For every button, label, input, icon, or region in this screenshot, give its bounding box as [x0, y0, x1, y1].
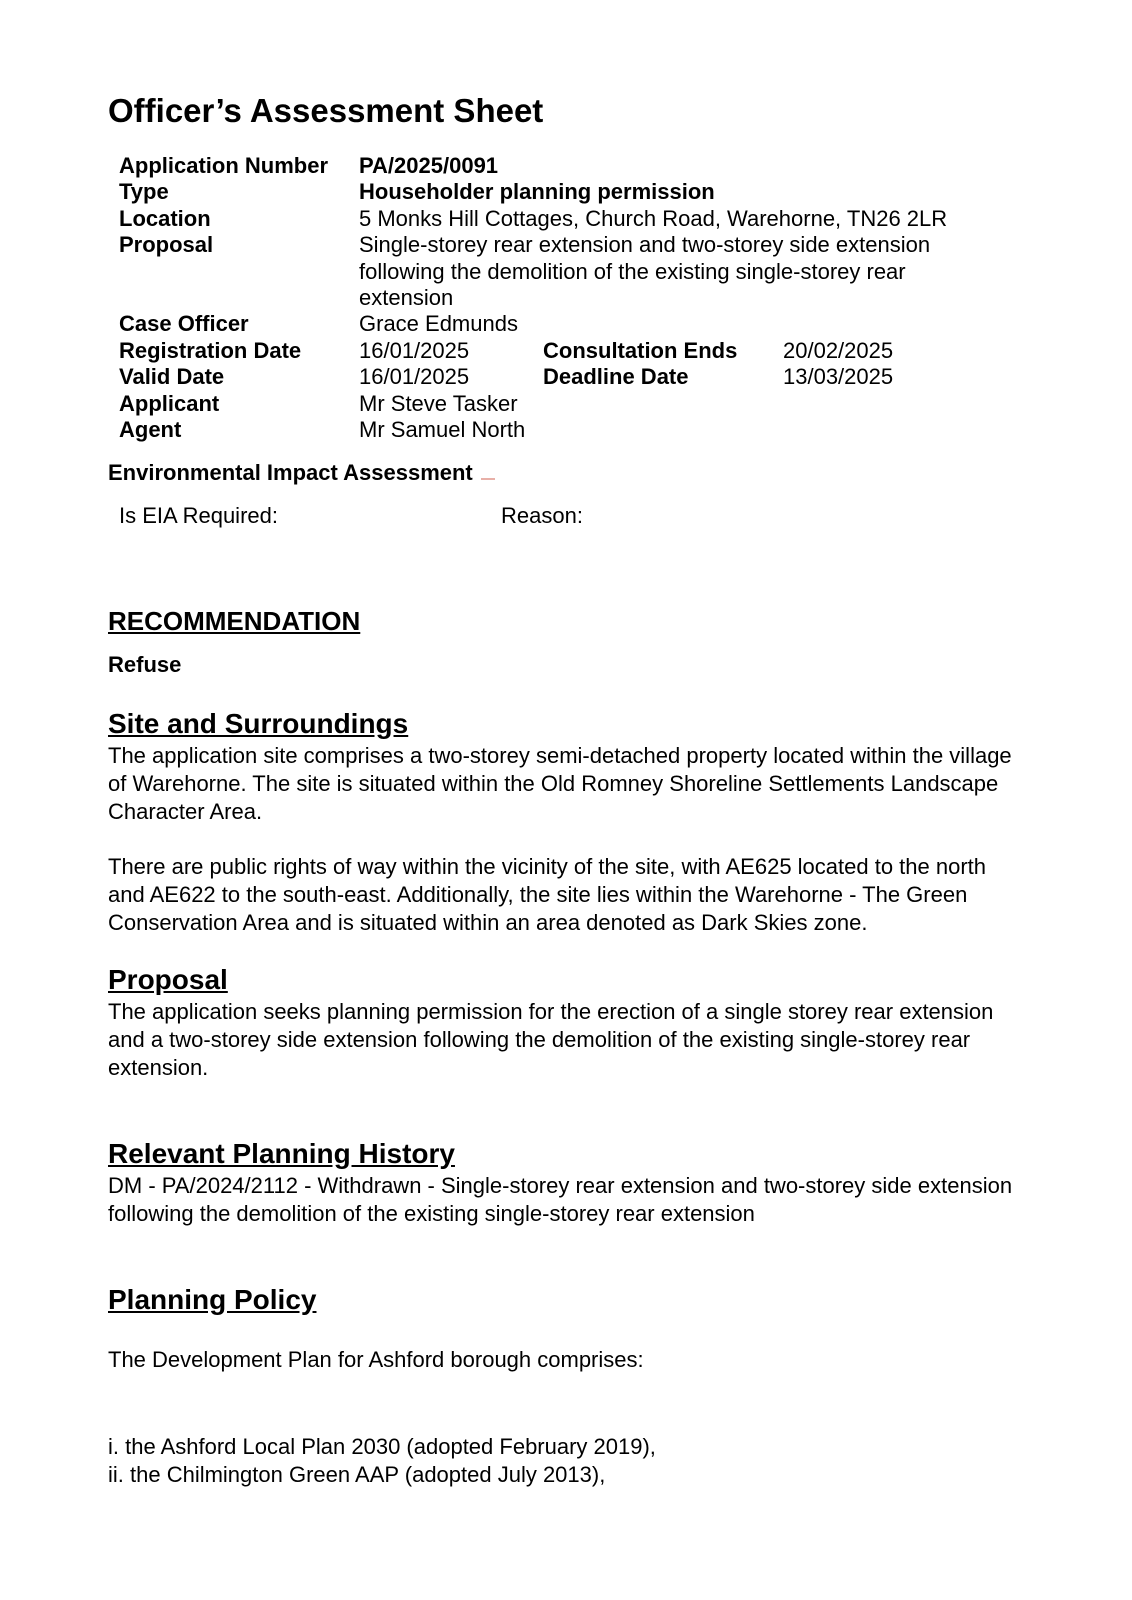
eia-heading: Environmental Impact Assessment [108, 460, 473, 485]
eia-fields [119, 503, 583, 529]
history-paragraph: DM - PA/2024/2112 - Withdrawn - Single-storey rear extension and two-storey side extension following the demolition of the existing single-storey rear extension [108, 1173, 1013, 1226]
detail-row-agent [119, 417, 969, 443]
registration-date-label: Registration Date [119, 337, 302, 363]
proposal-paragraph: The application seeks planning permission for the erection of a single storey rear extension and a two-storey side extension following the demolition of the existing single-storey rear extension. [108, 999, 994, 1080]
proposal-value: Single-storey rear extension and two-storey side extension following the demolition of the existing single-storey rear extension [359, 232, 931, 311]
application-number-label: Application Number [119, 153, 329, 178]
recommendation-value: Refuse [108, 652, 182, 677]
recommendation-heading: RECOMMENDATION [108, 606, 361, 636]
eia-reason-label: Reason: [501, 503, 583, 528]
detail-row-case-officer [119, 311, 969, 337]
applicant-label: Applicant [119, 390, 220, 416]
detail-row-registration-date [119, 338, 969, 364]
valid-date-label: Valid Date [119, 364, 225, 390]
comment-marker [481, 478, 495, 480]
site-heading: Site and Surroundings [108, 708, 409, 739]
application-number-value: PA/2025/0091 [359, 153, 499, 178]
case-officer-value: Grace Edmunds [359, 311, 518, 337]
consultation-ends-label: Consultation Ends [543, 337, 738, 363]
consultation-ends-value: 20/02/2025 [783, 337, 894, 363]
eia-heading-block [108, 460, 495, 486]
policy-list-item: ii. the Chilmington Green AAP (adopted July 2013), [108, 1462, 606, 1487]
proposal-label: Proposal [119, 232, 214, 258]
detail-row-type [119, 179, 969, 205]
page-title: Officer’s Assessment Sheet [108, 92, 544, 129]
type-value: Householder planning permission [359, 179, 715, 205]
site-paragraph-2: There are public rights of way within the vicinity of the site, with AE625 located to the north and AE622 to the south-east. Additionally, the site lies within the Warehorne - The Green Conservation Area and is situated within an area denoted as Dark Skies zone. [108, 854, 987, 935]
eia-required-label: Is EIA Required: [119, 503, 278, 528]
applicant-value: Mr Steve Tasker [359, 390, 518, 416]
proposal-heading: Proposal [108, 964, 228, 995]
detail-row-application-number [119, 153, 969, 179]
valid-date-value: 16/01/2025 [359, 364, 470, 390]
application-details [119, 153, 969, 443]
agent-value: Mr Samuel North [359, 417, 526, 443]
history-heading: Relevant Planning History [108, 1138, 455, 1169]
registration-date-value: 16/01/2025 [359, 337, 470, 363]
case-officer-label: Case Officer [119, 311, 249, 337]
detail-row-valid-date [119, 364, 969, 390]
policy-heading: Planning Policy [108, 1284, 317, 1315]
detail-row-location [119, 206, 969, 232]
policy-list [108, 1433, 656, 1489]
detail-row-proposal [119, 232, 969, 311]
location-label: Location [119, 205, 211, 231]
detail-row-applicant [119, 391, 969, 417]
deadline-date-label: Deadline Date [543, 364, 689, 390]
deadline-date-value: 13/03/2025 [783, 364, 894, 390]
site-paragraph-1: The application site comprises a two-storey semi-detached property located within the village of Warehorne. The site is situated within the Old Romney Shoreline Settlements Landscape Character Area. [108, 743, 1012, 824]
type-label: Type [119, 179, 169, 205]
agent-label: Agent [119, 417, 182, 443]
location-value: 5 Monks Hill Cottages, Church Road, Warehorne, TN26 2LR [359, 205, 948, 231]
policy-list-item: i. the Ashford Local Plan 2030 (adopted February 2019), [108, 1434, 656, 1459]
policy-intro: The Development Plan for Ashford borough comprises: [108, 1347, 644, 1372]
